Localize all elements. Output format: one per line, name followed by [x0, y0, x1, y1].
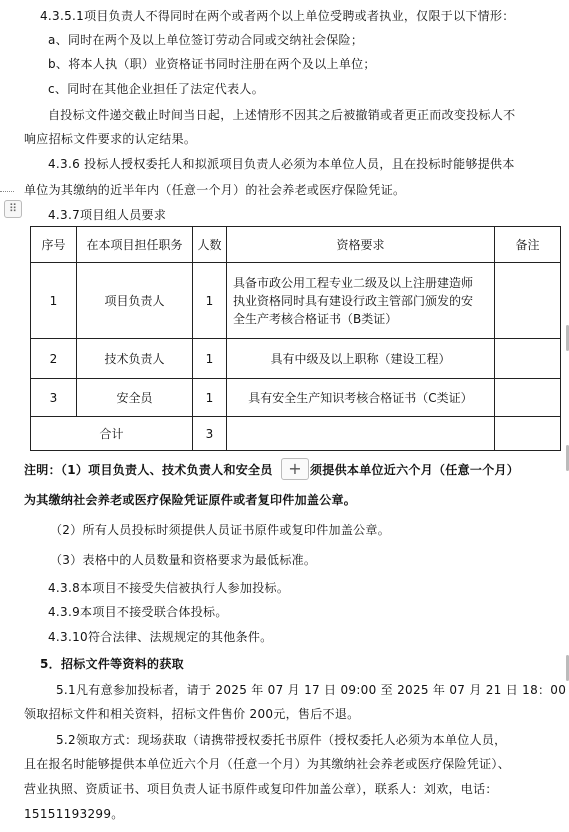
header-qualification: 资格要求 — [227, 227, 495, 263]
paragraph-deadline-line2: 响应招标文件要求的认定结果。 — [24, 132, 197, 146]
cell-role: 技术负责人 — [77, 339, 193, 379]
plus-icon[interactable]: + — [281, 458, 309, 480]
qualification-line: 具备市政公用工程专业二级及以上注册建造师 — [233, 275, 474, 290]
clause-5-1-line1: 5.1凡有意参加投标者，请于 2025 年 07 月 17 日 09:00 至 2025 年 07 月 21 日 18：00 — [56, 683, 567, 697]
cell-qualification: 具有中级及以上职称（建设工程） — [227, 339, 495, 379]
clause-4-3-9: 4.3.9本项目不接受联合体投标。 — [48, 605, 228, 619]
cell-no: 2 — [31, 339, 77, 379]
cell-qualification: 具有安全生产知识考核合格证书（C类证） — [227, 379, 495, 417]
cell-role: 安全员 — [77, 379, 193, 417]
clause-5-2-line3: 营业执照、资质证书、项目负责人证书原件或复印件加盖公章），联系人：刘欢，电话： — [24, 782, 498, 796]
table-header-row — [31, 227, 561, 263]
cell-no: 3 — [31, 379, 77, 417]
cell-count: 1 — [193, 339, 227, 379]
table-row — [31, 339, 561, 379]
clause-5-2-line1: 5.2领取方式：现场获取（请携带授权委托书原件（授权委托人必须为本单位人员， — [56, 733, 507, 747]
move-handle-icon[interactable]: ⠿ — [4, 200, 22, 218]
cell-no: 1 — [31, 263, 77, 339]
cell-remarks — [495, 379, 561, 417]
header-remarks: 备注 — [495, 227, 561, 263]
staff-requirements-table — [30, 226, 561, 451]
total-count: 3 — [193, 417, 227, 451]
cell-qualification — [227, 263, 495, 339]
table-row — [31, 263, 561, 339]
header-count: 人数 — [193, 227, 227, 263]
section-5-heading: 5．招标文件等资料的获取 — [40, 657, 184, 671]
qualification-line: 执业资格同时具有建设行政主管部门颁发的安 — [233, 293, 474, 308]
clause-4-3-6-line1: 4.3.6 投标人授权委托人和拟派项目负责人必须为本单位人员，且在投标时能够提供本 — [48, 157, 515, 171]
note-2: （2）所有人员投标时须提供人员证书原件或复印件加盖公章。 — [50, 523, 391, 537]
table-row — [31, 379, 561, 417]
note-1-line1-left: 注明：（1）项目负责人、技术负责人和安全员 — [24, 463, 273, 477]
cell-role: 项目负责人 — [77, 263, 193, 339]
clause-5-2-line4: 15151193299。 — [24, 807, 124, 821]
cell-remarks — [495, 263, 561, 339]
cell-empty — [227, 417, 495, 451]
cell-count: 1 — [193, 379, 227, 417]
clause-4-3-10: 4.3.10符合法律、法规规定的其他条件。 — [48, 630, 273, 644]
total-label: 合计 — [31, 417, 193, 451]
clause-4-3-7: 4.3.7项目组人员要求 — [48, 208, 167, 222]
clause-5-1-line2: 领取招标文件和相关资料，招标文件售价 200元，售后不退。 — [24, 707, 360, 721]
table-total-row — [31, 417, 561, 451]
clause-item-c: c、同时在其他企业担任了法定代表人。 — [48, 82, 264, 96]
clause-item-a: a、同时在两个及以上单位签订劳动合同或交纳社会保险； — [48, 33, 364, 47]
note-1-line1-right: 须提供本单位近六个月（任意一个月） — [310, 463, 520, 477]
clause-4-3-8: 4.3.8本项目不接受失信被执行人参加投标。 — [48, 581, 290, 595]
note-1-line2: 为其缴纳社会养老或医疗保险凭证原件或者复印件加盖公章。 — [24, 493, 357, 507]
cell-empty — [495, 417, 561, 451]
cell-remarks — [495, 339, 561, 379]
paragraph-deadline-line1: 自投标文件递交截止时间当日起，上述情形不因其之后被撤销或者更正而改变投标人不 — [48, 108, 516, 122]
clause-4-3-6-line2: 单位为其缴纳的近半年内（任意一个月）的社会养老或医疗保险凭证。 — [24, 183, 406, 197]
header-no: 序号 — [31, 227, 77, 263]
clause-item-b: b、将本人执（职）业资格证书同时注册在两个及以上单位； — [48, 57, 376, 71]
header-role: 在本项目担任职务 — [77, 227, 193, 263]
paragraph-marker — [0, 191, 14, 194]
clause-4-3-5-1: 4.3.5.1项目负责人不得同时在两个或者两个以上单位受聘或者执业，仅限于以下情形： — [40, 9, 515, 23]
clause-5-2-line2: 且在报名时能够提供本单位近六个月（任意一个月）为其缴纳社会养老或医疗保险凭证）、 — [24, 757, 511, 771]
cell-count: 1 — [193, 263, 227, 339]
qualification-line: 全生产考核合格证书（B类证） — [233, 311, 398, 326]
note-3: （3）表格中的人员数量和资格要求为最低标准。 — [50, 553, 317, 567]
